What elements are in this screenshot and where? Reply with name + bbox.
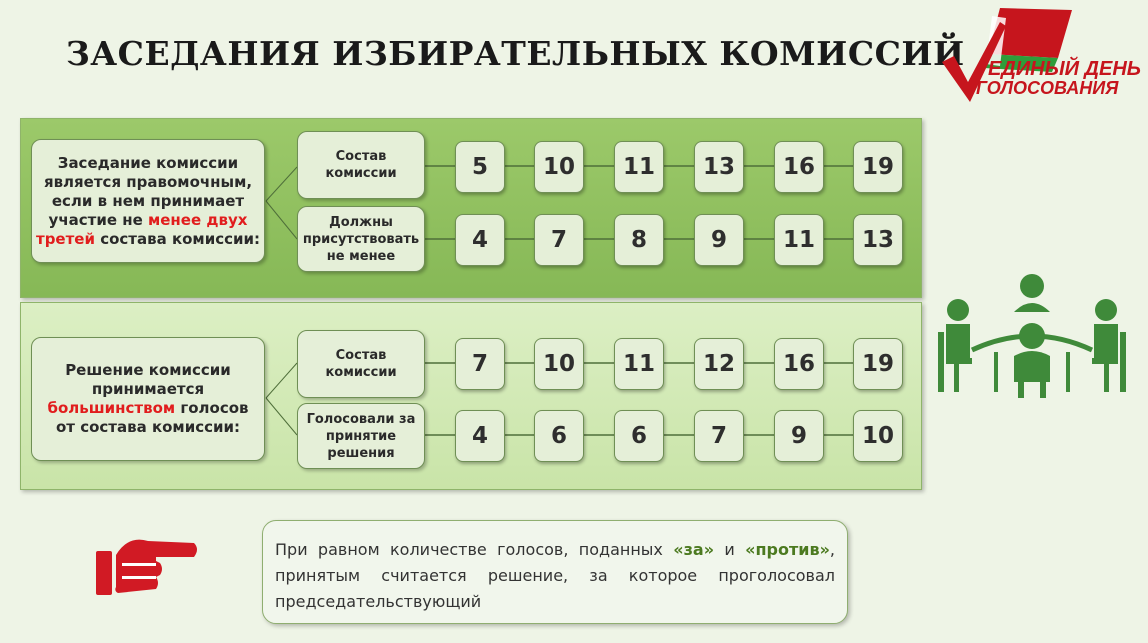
quorum-panel <box>20 118 922 298</box>
tie-vote-note <box>262 520 848 624</box>
quorum-condition-box <box>31 139 265 263</box>
decision-row2-value: 6 <box>534 410 584 462</box>
quorum-row2-value: 9 <box>694 214 744 266</box>
decision-highlight: большинством <box>47 399 176 417</box>
decision-panel <box>20 302 922 490</box>
decision-row2-value: 4 <box>455 410 505 462</box>
logo-line1: ЕДИНЫЙ ДЕНЬ <box>988 58 1141 80</box>
quorum-row1-value: 10 <box>534 141 584 193</box>
decision-row1-value: 7 <box>455 338 505 390</box>
quorum-row1-label: Состав комиссии <box>297 131 425 199</box>
page-title: ЗАСЕДАНИЯ ИЗБИРАТЕЛЬНЫХ КОМИССИЙ <box>66 34 965 73</box>
quorum-row2-value: 8 <box>614 214 664 266</box>
quorum-row1-value: 16 <box>774 141 824 193</box>
quorum-row2-value: 11 <box>774 214 824 266</box>
decision-row2-value: 9 <box>774 410 824 462</box>
decision-row1-label: Состав комиссии <box>297 330 425 398</box>
quorum-condition-text: Заседание комиссии является правомочным, если в нем принимает участие не менее двух третей состава комиссии: <box>36 153 261 248</box>
meeting-people-icon <box>934 272 1130 400</box>
decision-row1-value: 16 <box>774 338 824 390</box>
quorum-highlight: менее двух третей <box>36 210 248 248</box>
quorum-row2-label: Должны присутствовать не менее <box>297 206 425 272</box>
decision-condition-box <box>31 337 265 461</box>
quorum-row1-value: 5 <box>455 141 505 193</box>
logo-line2: ГОЛОСОВАНИЯ <box>976 78 1119 98</box>
quorum-row1-value: 13 <box>694 141 744 193</box>
decision-row2-label: Голосовали за принятие решения <box>297 403 425 469</box>
quorum-row2-value: 7 <box>534 214 584 266</box>
pointing-hand-icon <box>94 533 199 597</box>
decision-row1-value: 19 <box>853 338 903 390</box>
note-text: При равном количестве голосов, поданных «за» и «против», принятым считается решение, за которое проголосовал председательствующий <box>275 540 835 611</box>
decision-condition-text: Решение комиссии принимается большинством голосов от состава комиссии: <box>47 361 249 436</box>
note-protiv: «против» <box>745 540 830 559</box>
decision-row2-value: 10 <box>853 410 903 462</box>
quorum-row2-value: 13 <box>853 214 903 266</box>
quorum-row1-value: 19 <box>853 141 903 193</box>
decision-row2-value: 7 <box>694 410 744 462</box>
election-day-logo <box>940 8 1141 108</box>
decision-row1-value: 11 <box>614 338 664 390</box>
decision-row1-value: 12 <box>694 338 744 390</box>
note-za: «за» <box>673 540 715 559</box>
decision-row1-value: 10 <box>534 338 584 390</box>
decision-row2-value: 6 <box>614 410 664 462</box>
quorum-row1-value: 11 <box>614 141 664 193</box>
quorum-row2-value: 4 <box>455 214 505 266</box>
